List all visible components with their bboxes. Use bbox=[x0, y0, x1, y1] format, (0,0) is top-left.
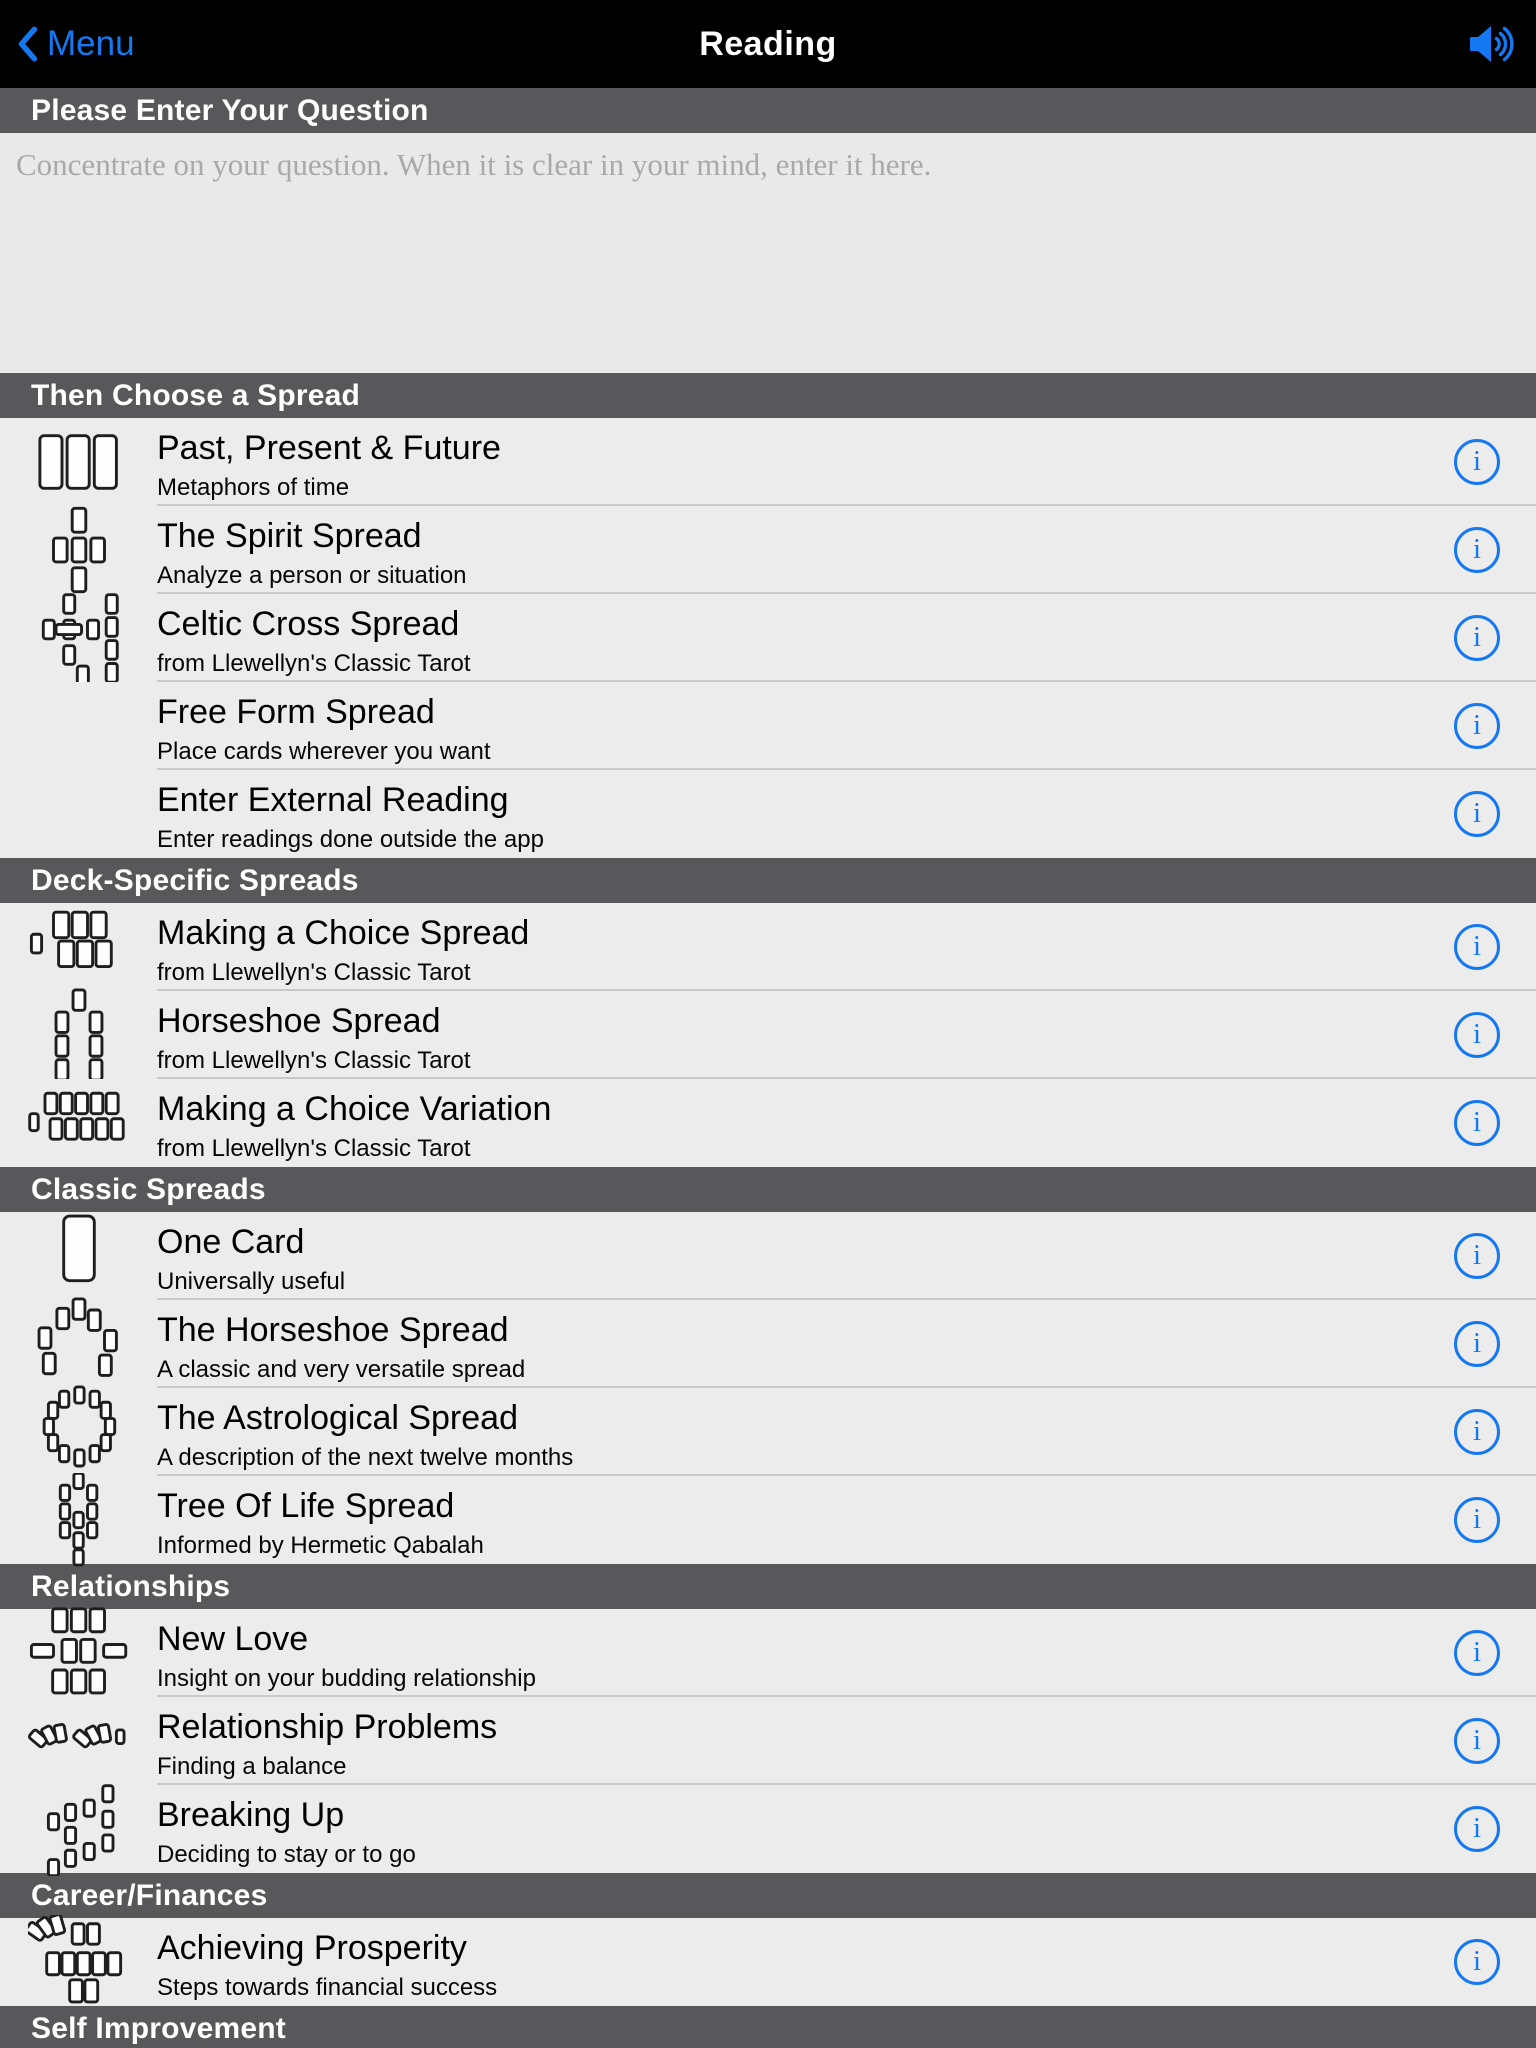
info-button[interactable] bbox=[1454, 1321, 1500, 1367]
spread-title: Making a Choice Variation bbox=[157, 1090, 552, 1128]
spread-title: Enter External Reading bbox=[157, 781, 509, 819]
spread-subtitle: A description of the next twelve months bbox=[157, 1443, 574, 1471]
spread-row-celtic-cross-spread[interactable] bbox=[0, 594, 1536, 682]
info-glyph: i bbox=[1472, 1811, 1482, 1844]
info-glyph: i bbox=[1472, 1017, 1482, 1050]
spread-title: The Horseshoe Spread bbox=[157, 1311, 509, 1349]
spread-title: The Astrological Spread bbox=[157, 1399, 518, 1437]
spread-row-new-love[interactable] bbox=[0, 1609, 1536, 1697]
info-glyph: i bbox=[1472, 1944, 1482, 1977]
info-button[interactable] bbox=[1454, 1012, 1500, 1058]
making-a-choice-icon bbox=[28, 900, 130, 994]
spread-subtitle: Place cards wherever you want bbox=[157, 737, 491, 765]
info-glyph: i bbox=[1472, 620, 1482, 653]
spirit-spread-icon bbox=[28, 503, 130, 597]
nav-bar bbox=[0, 0, 1536, 88]
spread-row-horseshoe-spread[interactable] bbox=[0, 991, 1536, 1079]
tree-of-life-icon bbox=[28, 1473, 130, 1567]
speaker-icon bbox=[1468, 23, 1518, 65]
info-glyph: i bbox=[1472, 796, 1482, 829]
spread-sections bbox=[0, 373, 1536, 2048]
spread-row-relationship-problems[interactable] bbox=[0, 1697, 1536, 1785]
spread-title: New Love bbox=[157, 1620, 309, 1658]
question-section-header-label: Please Enter Your Question bbox=[31, 93, 429, 127]
spread-row-free-form-spread[interactable] bbox=[0, 682, 1536, 770]
spread-subtitle: Insight on your budding relationship bbox=[157, 1664, 536, 1692]
spread-title: Achieving Prosperity bbox=[157, 1929, 467, 1967]
spread-subtitle: Enter readings done outside the app bbox=[157, 825, 544, 853]
info-button[interactable] bbox=[1454, 1497, 1500, 1543]
astrological-icon bbox=[28, 1385, 130, 1479]
section-header-label: Career/Finances bbox=[31, 1878, 268, 1912]
info-glyph: i bbox=[1472, 1238, 1482, 1271]
spread-row-the-spirit-spread[interactable] bbox=[0, 506, 1536, 594]
info-glyph: i bbox=[1472, 532, 1482, 565]
celtic-cross-icon bbox=[28, 591, 130, 685]
info-button[interactable] bbox=[1454, 1409, 1500, 1455]
section-header-label: Classic Spreads bbox=[31, 1172, 266, 1206]
section-header-label: Then Choose a Spread bbox=[31, 378, 361, 412]
section-header-label: Relationships bbox=[31, 1569, 231, 1603]
spread-subtitle: Metaphors of time bbox=[157, 473, 350, 501]
section-header-deck-specific-spreads bbox=[0, 858, 1536, 903]
info-button[interactable] bbox=[1454, 791, 1500, 837]
info-button[interactable] bbox=[1454, 1718, 1500, 1764]
spread-subtitle: Analyze a person or situation bbox=[157, 561, 467, 589]
spread-subtitle: Steps towards financial success bbox=[157, 1973, 498, 2001]
spread-row-past-present-future[interactable] bbox=[0, 418, 1536, 506]
info-glyph: i bbox=[1472, 1502, 1482, 1535]
info-button[interactable] bbox=[1454, 1939, 1500, 1985]
spread-title: Free Form Spread bbox=[157, 693, 435, 731]
info-glyph: i bbox=[1472, 1414, 1482, 1447]
spread-subtitle: Deciding to stay or to go bbox=[157, 1840, 416, 1868]
horseshoe-arch-icon bbox=[28, 1297, 130, 1391]
info-button[interactable] bbox=[1454, 924, 1500, 970]
info-button[interactable] bbox=[1454, 527, 1500, 573]
section-header-relationships bbox=[0, 1564, 1536, 1609]
spread-row-achieving-prosperity[interactable] bbox=[0, 1918, 1536, 2006]
section-header-career-finances bbox=[0, 1873, 1536, 1918]
spread-title: Breaking Up bbox=[157, 1796, 345, 1834]
question-input[interactable] bbox=[0, 133, 1536, 373]
making-a-choice-variation-icon bbox=[28, 1076, 130, 1170]
section-header-self-improvement bbox=[0, 2006, 1536, 2048]
info-glyph: i bbox=[1472, 1105, 1482, 1138]
sound-button[interactable] bbox=[1468, 0, 1518, 88]
one-card-icon bbox=[28, 1209, 130, 1303]
back-button-label: Menu bbox=[47, 24, 135, 63]
relationship-problems-icon bbox=[28, 1694, 130, 1788]
spread-subtitle: from Llewellyn's Classic Tarot bbox=[157, 649, 471, 677]
spread-row-making-a-choice-variation[interactable] bbox=[0, 1079, 1536, 1167]
info-button[interactable] bbox=[1454, 1630, 1500, 1676]
spread-row-breaking-up[interactable] bbox=[0, 1785, 1536, 1873]
spread-row-one-card[interactable] bbox=[0, 1212, 1536, 1300]
spread-subtitle: Informed by Hermetic Qabalah bbox=[157, 1531, 484, 1559]
spread-title: The Spirit Spread bbox=[157, 517, 422, 555]
past-present-future-icon bbox=[28, 415, 130, 509]
spread-subtitle: from Llewellyn's Classic Tarot bbox=[157, 1046, 471, 1074]
spread-subtitle: Finding a balance bbox=[157, 1752, 347, 1780]
section-header-label: Self Improvement bbox=[31, 2011, 286, 2045]
info-button[interactable] bbox=[1454, 1100, 1500, 1146]
spread-title: Past, Present & Future bbox=[157, 429, 501, 467]
spread-title: Horseshoe Spread bbox=[157, 1002, 441, 1040]
section-header-classic-spreads bbox=[0, 1167, 1536, 1212]
info-glyph: i bbox=[1472, 929, 1482, 962]
spread-subtitle: from Llewellyn's Classic Tarot bbox=[157, 958, 471, 986]
info-button[interactable] bbox=[1454, 439, 1500, 485]
horseshoe-v-icon bbox=[28, 988, 130, 1082]
info-button[interactable] bbox=[1454, 615, 1500, 661]
spread-title: Relationship Problems bbox=[157, 1708, 498, 1746]
spread-subtitle: Universally useful bbox=[157, 1267, 346, 1295]
achieving-prosperity-icon bbox=[28, 1915, 130, 2009]
question-placeholder: Concentrate on your question. When it is clear in your mind, enter it here. bbox=[16, 147, 932, 182]
info-glyph: i bbox=[1472, 444, 1482, 477]
spread-title: One Card bbox=[157, 1223, 305, 1261]
back-chevron-icon bbox=[16, 24, 38, 64]
spread-row-making-a-choice-spread[interactable] bbox=[0, 903, 1536, 991]
info-glyph: i bbox=[1472, 1326, 1482, 1359]
info-button[interactable] bbox=[1454, 1233, 1500, 1279]
back-button[interactable] bbox=[16, 0, 135, 88]
section-header-label: Deck-Specific Spreads bbox=[31, 863, 359, 897]
info-glyph: i bbox=[1472, 1635, 1482, 1668]
spread-row-enter-external-reading[interactable] bbox=[0, 770, 1536, 858]
breaking-up-icon bbox=[28, 1782, 130, 1876]
spread-subtitle: A classic and very versatile spread bbox=[157, 1355, 526, 1383]
section-header-then-choose-a-spread bbox=[0, 373, 1536, 418]
info-button[interactable] bbox=[1454, 703, 1500, 749]
new-love-icon bbox=[28, 1606, 130, 1700]
info-glyph: i bbox=[1472, 1723, 1482, 1756]
spread-row-tree-of-life-spread[interactable] bbox=[0, 1476, 1536, 1564]
spread-row-the-astrological-spread[interactable] bbox=[0, 1388, 1536, 1476]
spread-title: Celtic Cross Spread bbox=[157, 605, 460, 643]
spread-title: Making a Choice Spread bbox=[157, 914, 530, 952]
question-section-header bbox=[0, 88, 1536, 133]
page-title: Reading bbox=[699, 24, 837, 63]
spread-title: Tree Of Life Spread bbox=[157, 1487, 455, 1525]
info-glyph: i bbox=[1472, 708, 1482, 741]
spread-subtitle: from Llewellyn's Classic Tarot bbox=[157, 1134, 471, 1162]
info-button[interactable] bbox=[1454, 1806, 1500, 1852]
spread-row-the-horseshoe-spread[interactable] bbox=[0, 1300, 1536, 1388]
